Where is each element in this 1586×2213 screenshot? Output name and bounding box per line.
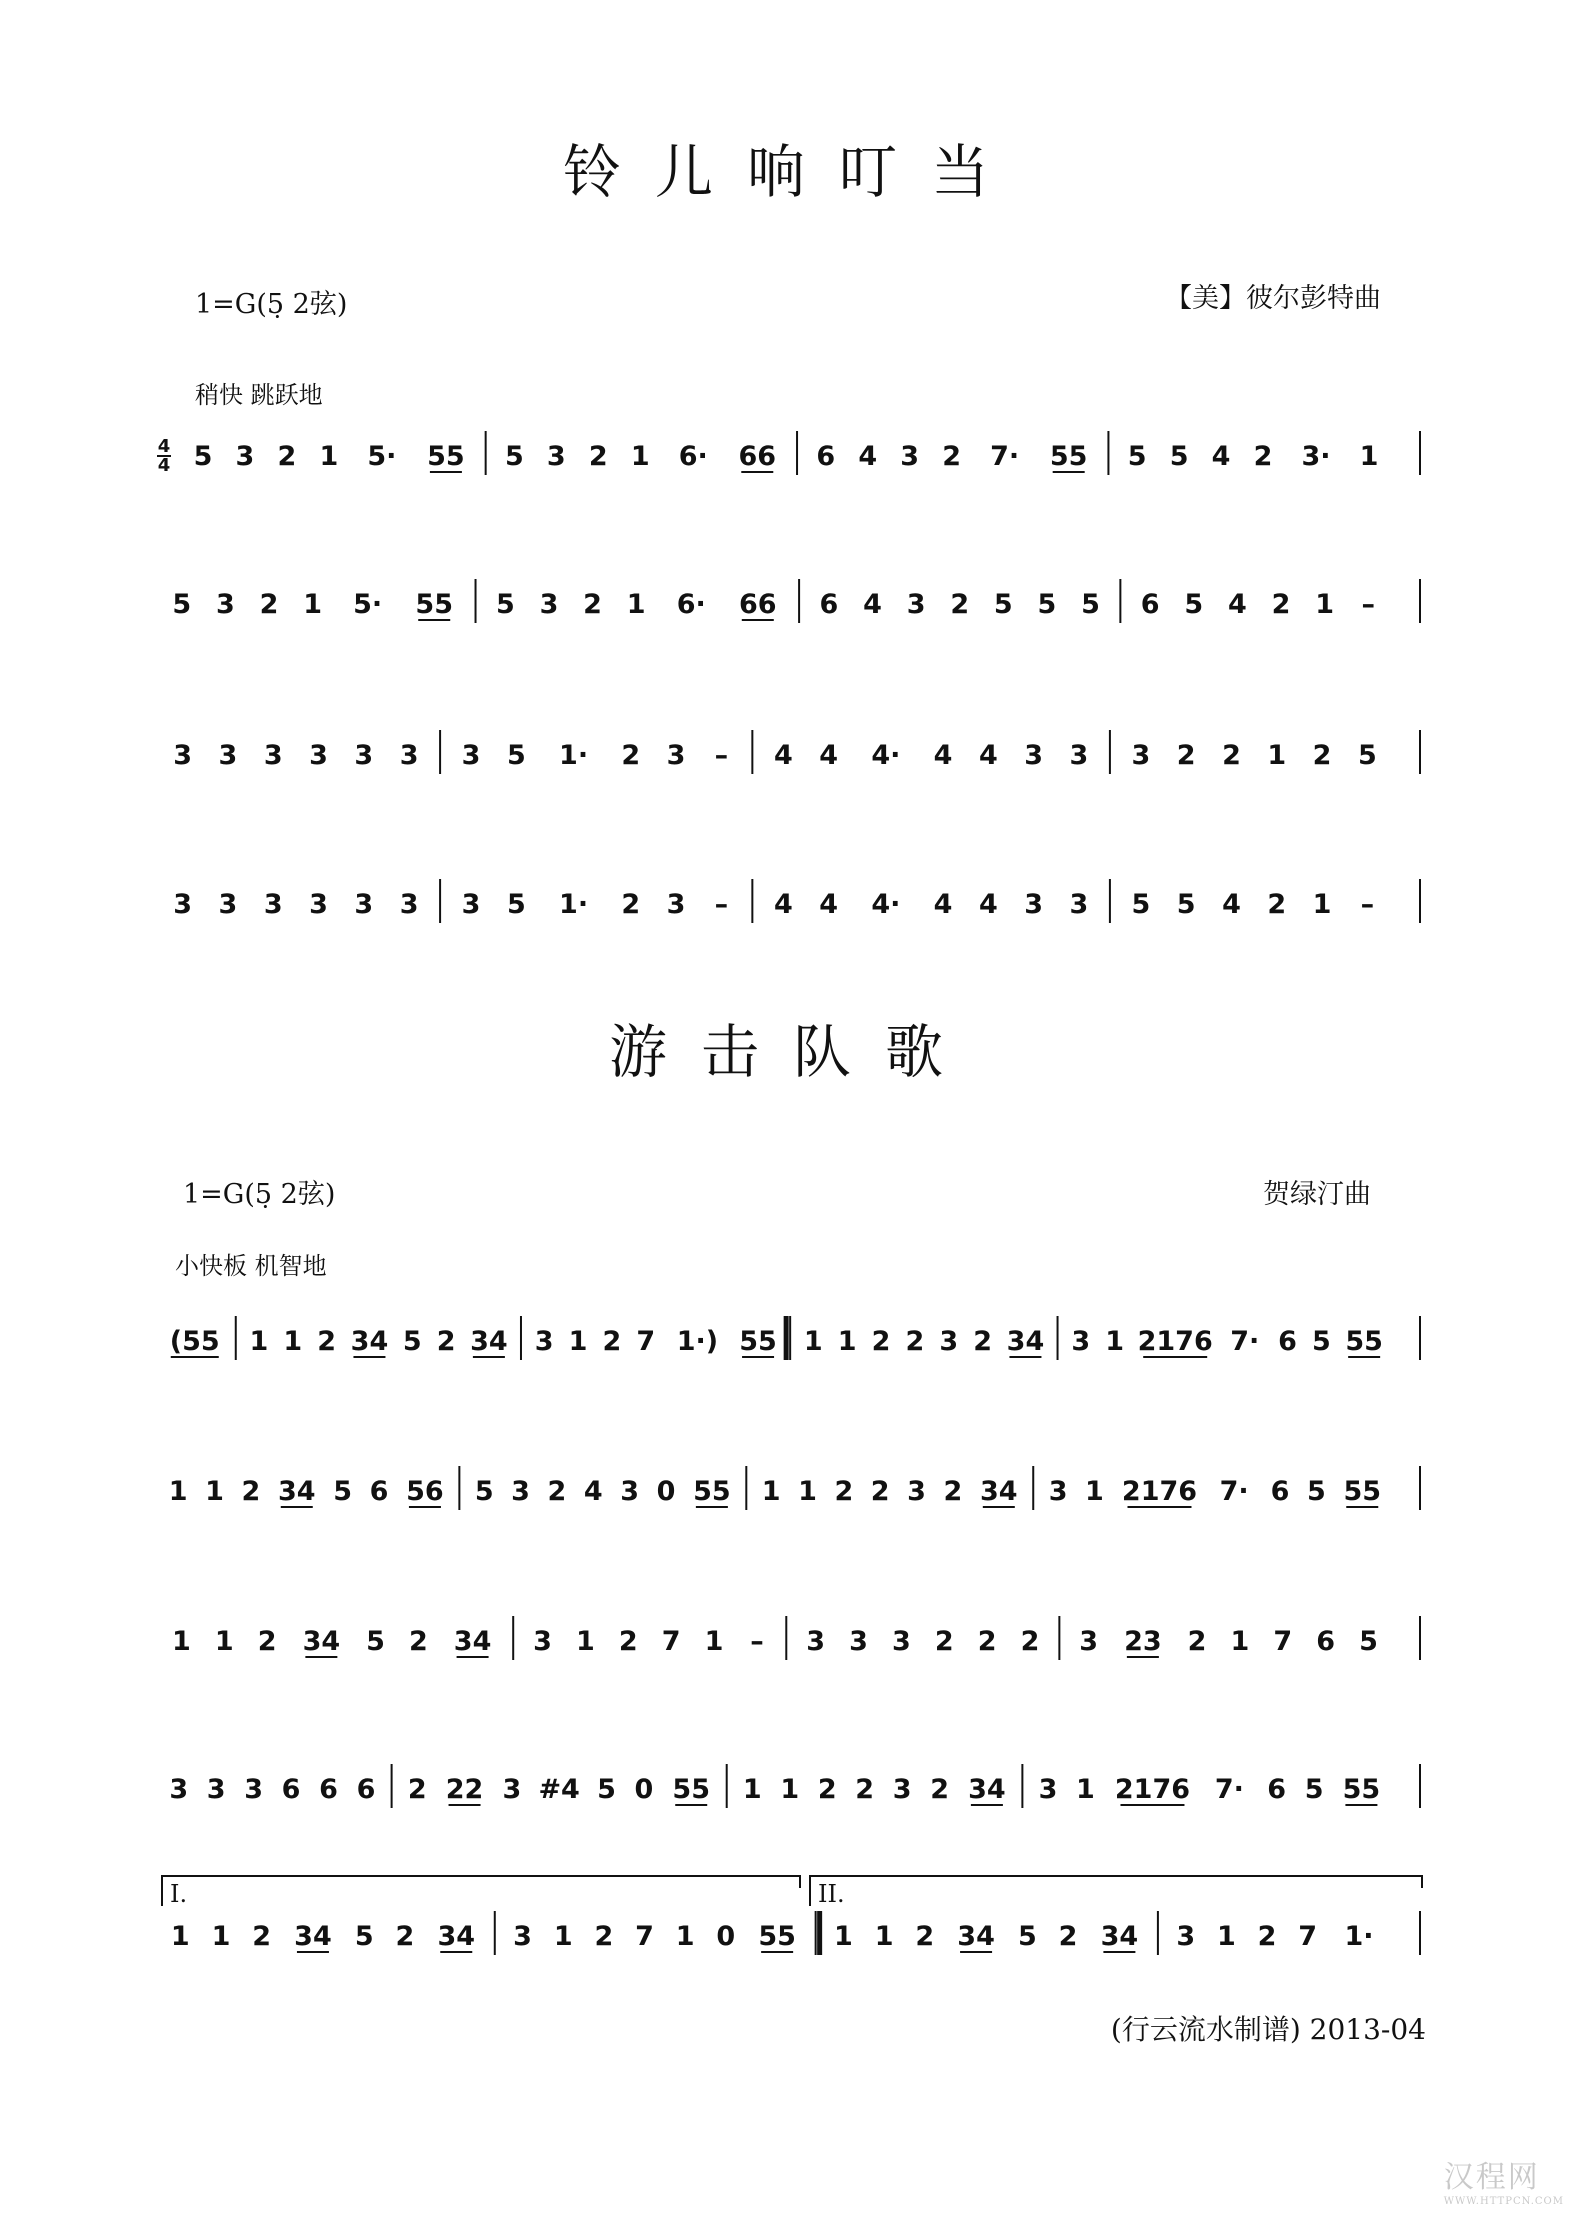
note: 1 xyxy=(214,1626,234,1657)
note: 7 xyxy=(635,1921,654,1952)
note: 2 xyxy=(277,441,297,472)
note: 34 xyxy=(1006,1326,1045,1357)
note: 55 xyxy=(758,1921,796,1952)
note: 1 xyxy=(168,1476,188,1507)
note: 3 xyxy=(216,589,235,620)
note: 5 xyxy=(1311,1326,1331,1357)
note: 3 xyxy=(900,441,920,472)
tempo-marking: 小快板 机智地 xyxy=(175,1252,327,1280)
note: 5 xyxy=(597,1774,616,1805)
note: 2 xyxy=(871,1326,891,1357)
watermark-logo: 汉程网 WWW.HTTPCN.COM xyxy=(1443,2160,1564,2207)
note: 3 xyxy=(666,889,686,920)
note: 2 xyxy=(594,1921,614,1952)
note: 3 xyxy=(849,1626,868,1657)
note: 1 xyxy=(874,1921,894,1952)
note: 2 xyxy=(950,589,970,620)
note: 1 xyxy=(1105,1326,1124,1357)
note: 2 xyxy=(1253,441,1273,472)
note: 1 xyxy=(211,1921,231,1952)
note: 56 xyxy=(406,1476,444,1507)
note: 1 xyxy=(1230,1626,1250,1657)
note: 2 xyxy=(973,1326,993,1357)
note: 5 xyxy=(474,1476,494,1507)
note: 6 xyxy=(281,1774,301,1805)
note: 1 xyxy=(742,1774,762,1805)
note: 3 xyxy=(173,889,193,920)
note: 1 xyxy=(834,1921,853,1952)
note: 22 xyxy=(445,1774,484,1805)
note: 3 xyxy=(533,1626,552,1657)
note: 2 xyxy=(1020,1626,1040,1657)
note: (55 xyxy=(169,1326,220,1357)
note: 5 xyxy=(1359,1626,1378,1657)
note: 5 xyxy=(1018,1921,1037,1952)
note: 4 xyxy=(978,740,998,771)
score-line xyxy=(160,1310,1430,1370)
note: 66 xyxy=(738,441,777,472)
note: 3 xyxy=(620,1476,640,1507)
note: 4 xyxy=(863,589,882,620)
note: 3 xyxy=(461,889,481,920)
note: 6 xyxy=(819,589,839,620)
note: 2 xyxy=(1271,589,1291,620)
note: 2 xyxy=(621,740,641,771)
note: 4 xyxy=(773,740,793,771)
score-line xyxy=(160,1460,1430,1520)
note: 3 xyxy=(206,1774,226,1805)
note: 3 xyxy=(263,740,283,771)
note: 3 xyxy=(399,740,419,771)
note: 6· xyxy=(676,589,706,620)
note: 3 xyxy=(906,589,926,620)
note: 1 xyxy=(1085,1476,1104,1507)
note: 3 xyxy=(546,441,566,472)
note: 1 xyxy=(798,1476,817,1507)
note: 3 xyxy=(1024,740,1044,771)
note: 34 xyxy=(437,1921,476,1952)
note: 1 xyxy=(319,441,339,472)
note: 6 xyxy=(1270,1476,1290,1507)
note: #4 xyxy=(538,1774,580,1805)
note: 1 xyxy=(630,441,650,472)
note: 1 xyxy=(576,1626,595,1657)
note: 2 xyxy=(834,1476,854,1507)
note: 2 xyxy=(259,589,279,620)
note: 34 xyxy=(470,1326,508,1357)
note: 4 xyxy=(858,441,878,472)
note: 3 xyxy=(1038,1774,1058,1805)
note: 3 xyxy=(235,441,255,472)
note: 5 xyxy=(1169,441,1189,472)
note: 7 xyxy=(636,1326,656,1357)
note: 1 xyxy=(1267,740,1287,771)
note: 3 xyxy=(534,1326,554,1357)
note: 34 xyxy=(350,1326,389,1357)
note: 5 xyxy=(1176,889,1196,920)
note: 2 xyxy=(395,1921,415,1952)
note: 34 xyxy=(968,1774,1006,1805)
note: – xyxy=(750,1626,764,1657)
note: 3 xyxy=(218,889,238,920)
note: 6 xyxy=(369,1476,389,1507)
note: 55 xyxy=(739,1326,777,1357)
note: 1 xyxy=(1216,1921,1236,1952)
note: 3 xyxy=(1024,889,1044,920)
note: 3 xyxy=(907,1476,926,1507)
note: 7 xyxy=(1298,1921,1318,1952)
note: 3 xyxy=(1069,889,1089,920)
note: 2 xyxy=(436,1326,456,1357)
note: 34 xyxy=(294,1921,332,1952)
note: – xyxy=(714,889,729,920)
note: 4 xyxy=(933,889,953,920)
note: 6· xyxy=(678,441,708,472)
note: 5 xyxy=(193,441,213,472)
note: 5 xyxy=(172,589,192,620)
note: 2 xyxy=(618,1626,638,1657)
note: 34 xyxy=(302,1626,341,1657)
key-signature: 1=G(5̣ 2弦) xyxy=(183,1179,336,1210)
note: 3 xyxy=(511,1476,530,1507)
note: 7· xyxy=(1230,1326,1260,1357)
note: 0 xyxy=(634,1774,654,1805)
note: 3 xyxy=(263,889,283,920)
note: 1 xyxy=(626,589,646,620)
note: 3 xyxy=(1069,740,1089,771)
note: 5 xyxy=(1127,441,1147,472)
note: 55 xyxy=(672,1774,711,1805)
song-title: 铃儿响叮当 xyxy=(562,138,1023,206)
note: 2 xyxy=(1187,1626,1207,1657)
volta-first: I. xyxy=(170,1880,188,1908)
note: 5· xyxy=(367,441,397,472)
note: 5 xyxy=(993,589,1013,620)
note: 4· xyxy=(871,889,901,920)
note: 3 xyxy=(169,1774,189,1805)
note: 1 xyxy=(780,1774,800,1805)
note: 3 xyxy=(892,1774,912,1805)
note: 7· xyxy=(1219,1476,1249,1507)
note: 1 xyxy=(568,1326,588,1357)
note: 34 xyxy=(957,1921,995,1952)
note: 7· xyxy=(1214,1774,1244,1805)
note: 34 xyxy=(980,1476,1018,1507)
note: 2 xyxy=(257,1626,277,1657)
note: 2 xyxy=(817,1774,837,1805)
note: 1·) xyxy=(676,1326,719,1357)
note: 3 xyxy=(502,1774,522,1805)
note: 4 xyxy=(978,889,998,920)
note: 2 xyxy=(241,1476,261,1507)
note: 2 xyxy=(588,441,608,472)
note: 0 xyxy=(656,1476,676,1507)
note: 55 xyxy=(1345,1326,1383,1357)
note: 3 xyxy=(309,889,328,920)
note: 1 xyxy=(675,1921,695,1952)
note: 1· xyxy=(559,889,589,920)
score-line xyxy=(160,1610,1430,1670)
composer: 贺绿汀曲 xyxy=(1263,1179,1371,1210)
tempo-marking: 稍快 跳跃地 xyxy=(195,381,323,409)
note: 3 xyxy=(461,740,481,771)
volta-brackets xyxy=(160,1868,1430,1908)
note: 3 xyxy=(1048,1476,1068,1507)
note: 3 xyxy=(1131,740,1151,771)
note: 2 xyxy=(1176,740,1196,771)
note: 5 xyxy=(506,889,526,920)
composer: 【美】彼尔彭特曲 xyxy=(1165,283,1381,314)
volta-second: II. xyxy=(818,1880,845,1908)
note: 4 xyxy=(1227,589,1247,620)
note: 6 xyxy=(1316,1626,1336,1657)
note: 7· xyxy=(990,441,1020,472)
note: 2 xyxy=(870,1476,890,1507)
note: 3 xyxy=(1071,1326,1091,1357)
note: 2 xyxy=(407,1774,427,1805)
note: 4 xyxy=(1222,889,1241,920)
note: – xyxy=(1360,889,1375,920)
note: 5 xyxy=(1304,1774,1324,1805)
note: 55 xyxy=(1342,1774,1381,1805)
note: 1 xyxy=(172,1626,191,1657)
note: 2 xyxy=(930,1774,949,1805)
note: 3 xyxy=(1079,1626,1099,1657)
note: 3 xyxy=(354,889,374,920)
note: 23 xyxy=(1124,1626,1162,1657)
note: 3· xyxy=(1301,441,1331,472)
note: 3 xyxy=(309,740,328,771)
note: 4 xyxy=(819,889,839,920)
note: 6 xyxy=(1140,589,1160,620)
note: 5 xyxy=(1131,889,1151,920)
note: 5 xyxy=(506,740,526,771)
footer-credit: (行云流水制谱) 2013-04 xyxy=(1110,2013,1426,2046)
note: 1· xyxy=(1344,1921,1374,1952)
note: 1 xyxy=(704,1626,724,1657)
note: 2 xyxy=(1312,740,1332,771)
note: 5 xyxy=(1184,589,1204,620)
note: 0 xyxy=(716,1921,736,1952)
note: 3 xyxy=(539,589,559,620)
note: – xyxy=(1361,589,1375,620)
score-line xyxy=(160,873,1430,933)
note: 1 xyxy=(205,1476,224,1507)
score-line xyxy=(160,1758,1430,1818)
note: 5 xyxy=(1306,1476,1326,1507)
note: 4· xyxy=(871,740,901,771)
note: 6 xyxy=(1267,1774,1287,1805)
note: 6 xyxy=(1278,1326,1297,1357)
note: 1 xyxy=(1076,1774,1095,1805)
note: 1 xyxy=(1359,441,1379,472)
note: 2 xyxy=(1267,889,1287,920)
note: 2 xyxy=(1257,1921,1277,1952)
note: 1 xyxy=(170,1921,190,1952)
note: 2 xyxy=(934,1626,954,1657)
note: 2 xyxy=(602,1326,622,1357)
note: 2 xyxy=(915,1921,935,1952)
note: 55 xyxy=(427,441,465,472)
note: 3 xyxy=(891,1626,911,1657)
note: 3 xyxy=(218,740,238,771)
note: 3 xyxy=(354,740,374,771)
note: 34 xyxy=(453,1626,492,1657)
note: 4 xyxy=(819,740,839,771)
note: 2176 xyxy=(1114,1774,1191,1805)
note: 7 xyxy=(1273,1626,1293,1657)
note: 55 xyxy=(1343,1476,1382,1507)
note: 1 xyxy=(1315,589,1334,620)
note: 55 xyxy=(1049,441,1088,472)
note: 1 xyxy=(553,1921,573,1952)
note: – xyxy=(714,740,729,771)
note: 34 xyxy=(1100,1921,1139,1952)
note: 5 xyxy=(504,441,524,472)
note: 4 xyxy=(583,1476,603,1507)
song-title: 游击队歌 xyxy=(608,1018,977,1086)
note: 3 xyxy=(1176,1921,1196,1952)
note: 1 xyxy=(303,589,323,620)
score-line xyxy=(160,1905,1430,1965)
score-line xyxy=(160,573,1430,633)
note: 7 xyxy=(661,1626,681,1657)
score-line xyxy=(160,724,1430,784)
note: 5 xyxy=(333,1476,353,1507)
note: 1· xyxy=(559,740,589,771)
note: 3 xyxy=(173,740,193,771)
note: 3 xyxy=(939,1326,959,1357)
note: 2 xyxy=(855,1774,875,1805)
note: 2176 xyxy=(1137,1326,1213,1357)
note: 4 xyxy=(933,740,953,771)
score-line xyxy=(160,425,1430,485)
note: 55 xyxy=(415,589,454,620)
note: 1 xyxy=(283,1326,303,1357)
time-signature: 4 4 xyxy=(157,436,171,476)
note: 5· xyxy=(353,589,383,620)
key-signature: 1=G(5̣ 2弦) xyxy=(195,289,348,320)
note: 5 xyxy=(1081,589,1100,620)
note: 2 xyxy=(621,889,641,920)
note: 2 xyxy=(409,1626,428,1657)
note: 5 xyxy=(366,1626,385,1657)
note: 34 xyxy=(277,1476,316,1507)
note: 5 xyxy=(354,1921,374,1952)
note: 2 xyxy=(583,589,602,620)
note: 5 xyxy=(1357,740,1377,771)
note: 2 xyxy=(942,441,962,472)
note: 2 xyxy=(943,1476,963,1507)
note: 2 xyxy=(252,1921,272,1952)
note: 3 xyxy=(399,889,419,920)
note: 2 xyxy=(1058,1921,1078,1952)
note: 2 xyxy=(977,1626,997,1657)
note: 5 xyxy=(402,1326,422,1357)
note: 1 xyxy=(249,1326,269,1357)
note: 66 xyxy=(739,589,777,620)
note: 6 xyxy=(816,441,836,472)
note: 55 xyxy=(693,1476,731,1507)
note: 2 xyxy=(317,1326,337,1357)
note: 5 xyxy=(495,589,515,620)
note: 2 xyxy=(547,1476,567,1507)
note: 1 xyxy=(1312,889,1332,920)
note: 3 xyxy=(244,1774,264,1805)
note: 1 xyxy=(837,1326,857,1357)
note: 2176 xyxy=(1121,1476,1198,1507)
note: 3 xyxy=(666,740,686,771)
note: 3 xyxy=(513,1921,532,1952)
note: 3 xyxy=(806,1626,826,1657)
note: 2 xyxy=(1222,740,1241,771)
note: 6 xyxy=(319,1774,338,1805)
note: 5 xyxy=(1037,589,1057,620)
note: 6 xyxy=(356,1774,376,1805)
note: 1 xyxy=(803,1326,823,1357)
note: 4 xyxy=(773,889,793,920)
note: 1 xyxy=(761,1476,781,1507)
note: 4 xyxy=(1211,441,1231,472)
note: 2 xyxy=(905,1326,925,1357)
